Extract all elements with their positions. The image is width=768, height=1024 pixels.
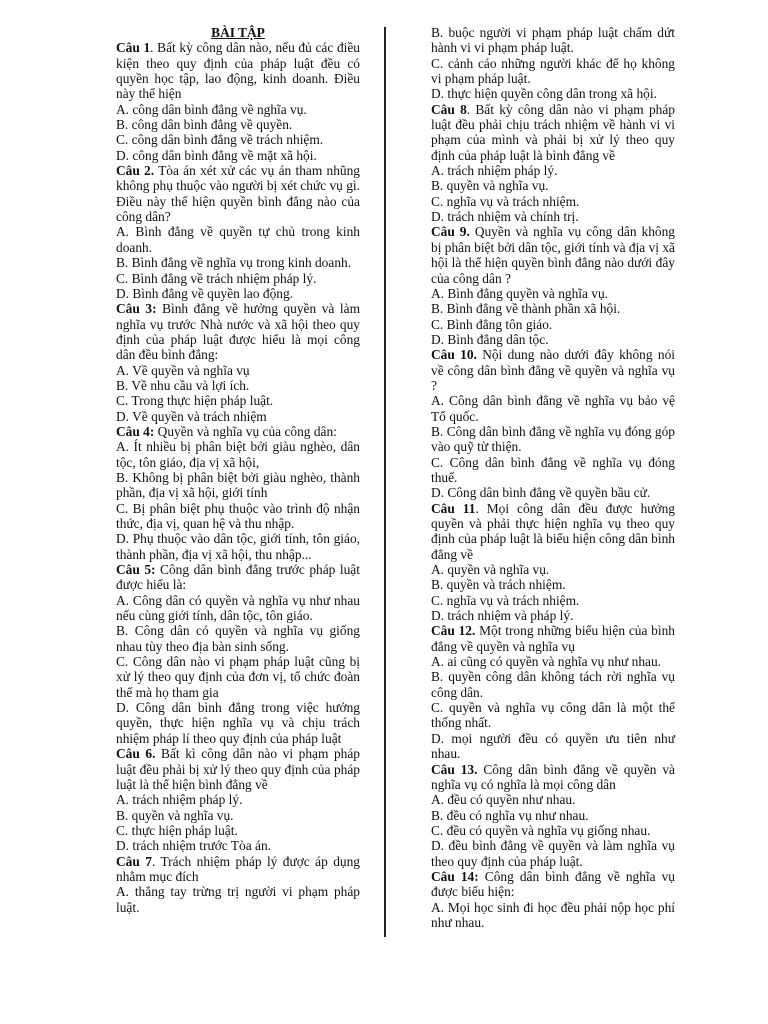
answer-option: B. quyền và nghĩa vụ. — [431, 178, 549, 194]
answer-option: C. nghĩa vụ và trách nhiệm. — [431, 592, 580, 608]
answer-option: D. trách nhiệm trước Tòa án. — [116, 838, 272, 854]
question-text: Quyền và nghĩa vụ của công dân: — [154, 423, 337, 439]
answer-option: B. Không bị phân biệt bởi giàu nghèo, thành phần, địa vị xã hội, giới tính — [116, 469, 360, 501]
answer-option: C. Bị phân biệt phụ thuộc vào trình độ nhận thức, địa vị, quan hệ và thu nhập. — [116, 500, 360, 531]
question-text: . Trách nhiệm pháp lý được áp dụng nhằm mục đích — [116, 853, 361, 884]
answer-option: D. trách nhiệm và chính trị. — [431, 209, 579, 225]
question-stem — [431, 102, 675, 163]
question-text: Tòa án xét xử các vụ án tham nhũng không phụ thuộc vào người bị xét chức vụ gì. Điều này thể hiện quyền bình đẳng nào của công dân? — [116, 163, 360, 225]
answer-option: A. Công dân có quyền và nghĩa vụ như nhau nếu cùng giới tính, dân tộc, tôn giáo. — [116, 592, 360, 624]
answer-option: D. Phụ thuộc vào dân tộc, giới tính, tôn giáo, thành phần, địa vị xã hội, thu nhập... — [116, 531, 360, 562]
question-number: Câu 1 — [116, 40, 151, 56]
question-text: Công dân bình đẳng về quyền và nghĩa vụ có nghĩa là mọi công dân — [431, 761, 676, 792]
question-number: Câu 14: — [431, 868, 479, 884]
question-number: Câu 4: — [116, 423, 155, 439]
left-question-list — [116, 40, 360, 915]
question-number: Câu 9. — [431, 224, 470, 240]
column-divider — [384, 27, 386, 937]
question-number: Câu 13. — [431, 761, 478, 777]
question-text: Nội dung nào dưới đây không nói về công dân bình đẳng về quyền và nghĩa vụ ? — [431, 347, 675, 393]
question-stem — [431, 347, 675, 393]
answer-option: A. thẳng tay trừng trị người vi phạm pháp luật. — [116, 884, 360, 915]
answer-option: B. Công dân bình đẳng về nghĩa vụ đóng góp vào quỹ từ thiện. — [431, 423, 675, 455]
answer-option: D. Về quyền và trách nhiệm — [116, 408, 267, 424]
question-stem — [116, 562, 360, 593]
answer-option: A. công dân bình đẳng về nghĩa vụ. — [116, 101, 307, 117]
question-stem — [431, 762, 675, 793]
question-number: Câu 11 — [431, 500, 476, 516]
answer-option: B. Bình đẳng về nghĩa vụ trong kinh doanh. — [116, 255, 352, 271]
question-stem — [431, 869, 675, 900]
answer-option: A. trách nhiệm pháp lý. — [431, 163, 558, 179]
answer-option: C. thực hiện pháp luật. — [116, 822, 238, 838]
question-stem — [116, 301, 360, 362]
answer-option: D. Công dân bình đẳng trong việc hưởng quyền, thực hiện nghĩa vụ và chịu trách nhiệm pháp lí theo quy định của pháp luật — [116, 700, 360, 746]
answer-option: D. đều bình đẳng về quyền và làm nghĩa vụ theo quy định của pháp luật. — [431, 838, 675, 869]
answer-option: B. Công dân có quyền và nghĩa vụ giống nhau tùy theo địa bàn sinh sống. — [116, 623, 360, 654]
question-text: Quyền và nghĩa vụ công dân không bị phân biệt bởi dân tộc, giới tính và địa vị xã hội là thể hiện quyền bình đẳng nào dưới đây của công dân ? — [431, 224, 675, 286]
right-question-list — [431, 25, 675, 930]
answer-option: C. Bình đẳng tôn giáo. — [431, 316, 553, 332]
answer-option: C. Công dân nào vi phạm pháp luật cũng bị xử lý theo quy định của đơn vị, tổ chức đoàn thể mà họ tham gia — [116, 654, 360, 700]
answer-option: B. quyền và trách nhiệm. — [431, 577, 566, 593]
answer-option: D. trách nhiệm và pháp lý. — [431, 608, 574, 624]
question-text: . Mọi công dân đều được hưởng quyền và phải thực hiện nghĩa vụ theo quy định của pháp luật là biểu hiện công dân bình đẳng về — [431, 500, 676, 562]
answer-option: C. công dân bình đẳng về trách nhiệm. — [116, 132, 324, 148]
answer-option: B. Về nhu cầu và lợi ích. — [116, 377, 250, 393]
answer-option: B. Bình đẳng về thành phần xã hội. — [431, 301, 621, 317]
answer-option: A. Ít nhiều bị phân biệt bởi giàu nghèo, dân tộc, tôn giáo, địa vị xã hội, — [116, 439, 360, 470]
answer-option: A. Mọi học sinh đi học đều phải nộp học phí như nhau. — [431, 899, 675, 930]
question-number: Câu 8 — [431, 101, 467, 117]
question-number: Câu 5: — [116, 562, 156, 578]
answer-option: C. Trong thực hiện pháp luật. — [116, 393, 274, 409]
answer-option: D. mọi người đều có quyền ưu tiên như nhau. — [431, 730, 675, 762]
question-number: Câu 10. — [431, 347, 477, 363]
question-number: Câu 2. — [116, 163, 155, 179]
document-title: BÀI TẬP — [211, 25, 265, 40]
answer-option: C. nghĩa vụ và trách nhiệm. — [431, 193, 580, 209]
answer-option: C. cảnh cáo những người khác để họ không vi phạm pháp luật. — [431, 55, 675, 87]
answer-option: C. Bình đẳng về trách nhiệm pháp lý. — [116, 270, 317, 286]
answer-option: A. Bình đẳng quyền và nghĩa vụ. — [431, 285, 609, 301]
left-column — [116, 25, 360, 915]
answer-option: C. quyền và nghĩa vụ công dân là một thể thống nhất. — [431, 700, 675, 731]
question-text: Bất kì công dân nào vi phạm pháp luật đều phải bị xử lý theo quy định của pháp luật là thể hiện bình đẳng về — [116, 746, 360, 792]
answer-option: A. ai cũng có quyền và nghĩa vụ như nhau. — [431, 654, 662, 670]
question-number: Câu 7 — [116, 853, 152, 869]
answer-option: D. Bình đẳng dân tộc. — [431, 331, 549, 347]
question-number: Câu 3: — [116, 301, 157, 317]
answer-option: A. quyền và nghĩa vụ. — [431, 562, 550, 578]
answer-option: D. thực hiện quyền công dân trong xã hội. — [431, 86, 657, 102]
answer-option: B. công dân bình đẳng về quyền. — [116, 117, 293, 133]
answer-option: B. buộc người vi phạm pháp luật chấm dứt hành vi vi phạm pháp luật. — [431, 25, 675, 56]
question-text: Công dân bình đẳng về nghĩa vụ được biểu hiện: — [431, 868, 675, 900]
question-text: . Bất kỳ công dân nào vi phạm pháp luật đều phải chịu trách nhiệm về hành vi vi phạm của mình và phải bị xử lý theo quy định của pháp luật là bình đẳng về — [431, 101, 675, 163]
question-stem — [431, 623, 675, 654]
question-stem — [116, 424, 360, 439]
answer-option: B. quyền công dân không tách rời nghĩa vụ công dân. — [431, 669, 675, 700]
answer-option: C. Công dân bình đẳng về nghĩa vụ đóng thuế. — [431, 454, 675, 485]
answer-option: B. quyền và nghĩa vụ. — [116, 807, 234, 823]
answer-option: D. công dân bình đẳng về mặt xã hội. — [116, 147, 317, 163]
question-number: Câu 6. — [116, 746, 156, 762]
answer-option: B. đều có nghĩa vụ như nhau. — [431, 807, 589, 823]
answer-option: D. Bình đẳng về quyền lao động. — [116, 285, 294, 301]
question-text: Công dân bình đẳng trước pháp luật được hiểu là: — [116, 562, 360, 593]
answer-option: C. đều có quyền và nghĩa vụ giống nhau. — [431, 822, 651, 838]
question-stem — [116, 163, 360, 224]
question-text: . Bất kỳ công dân nào, nếu đủ các điều kiện theo quy định của pháp luật đều có quyền học tập, lao động, kinh doanh. Điều này thể hiện — [116, 40, 361, 102]
right-column — [431, 25, 675, 930]
answer-option: D. Công dân bình đẳng về quyền bầu cử. — [431, 485, 651, 501]
answer-option: A. Công dân bình đẳng về nghĩa vụ bảo vệ Tổ quốc. — [431, 393, 675, 424]
answer-option: A. đều có quyền như nhau. — [431, 792, 576, 808]
question-number: Câu 12. — [431, 623, 476, 639]
question-stem — [431, 501, 675, 562]
answer-option: A. Bình đẳng về quyền tự chủ trong kinh doanh. — [116, 224, 360, 255]
answer-option: A. trách nhiệm pháp lý. — [116, 792, 243, 808]
question-text: Bình đẳng về hưởng quyền và làm nghĩa vụ trước Nhà nước và xã hội theo quy định của pháp luật được hiểu là mọi công dân đều bình đẳng: — [116, 301, 360, 363]
question-stem — [116, 746, 360, 792]
question-stem — [116, 40, 360, 101]
answer-option: A. Về quyền và nghĩa vụ — [116, 362, 250, 378]
question-stem — [116, 854, 360, 885]
question-stem — [431, 224, 675, 285]
question-text: Một trong những biểu hiện của bình đẳng về quyền và nghĩa vụ — [431, 623, 675, 654]
